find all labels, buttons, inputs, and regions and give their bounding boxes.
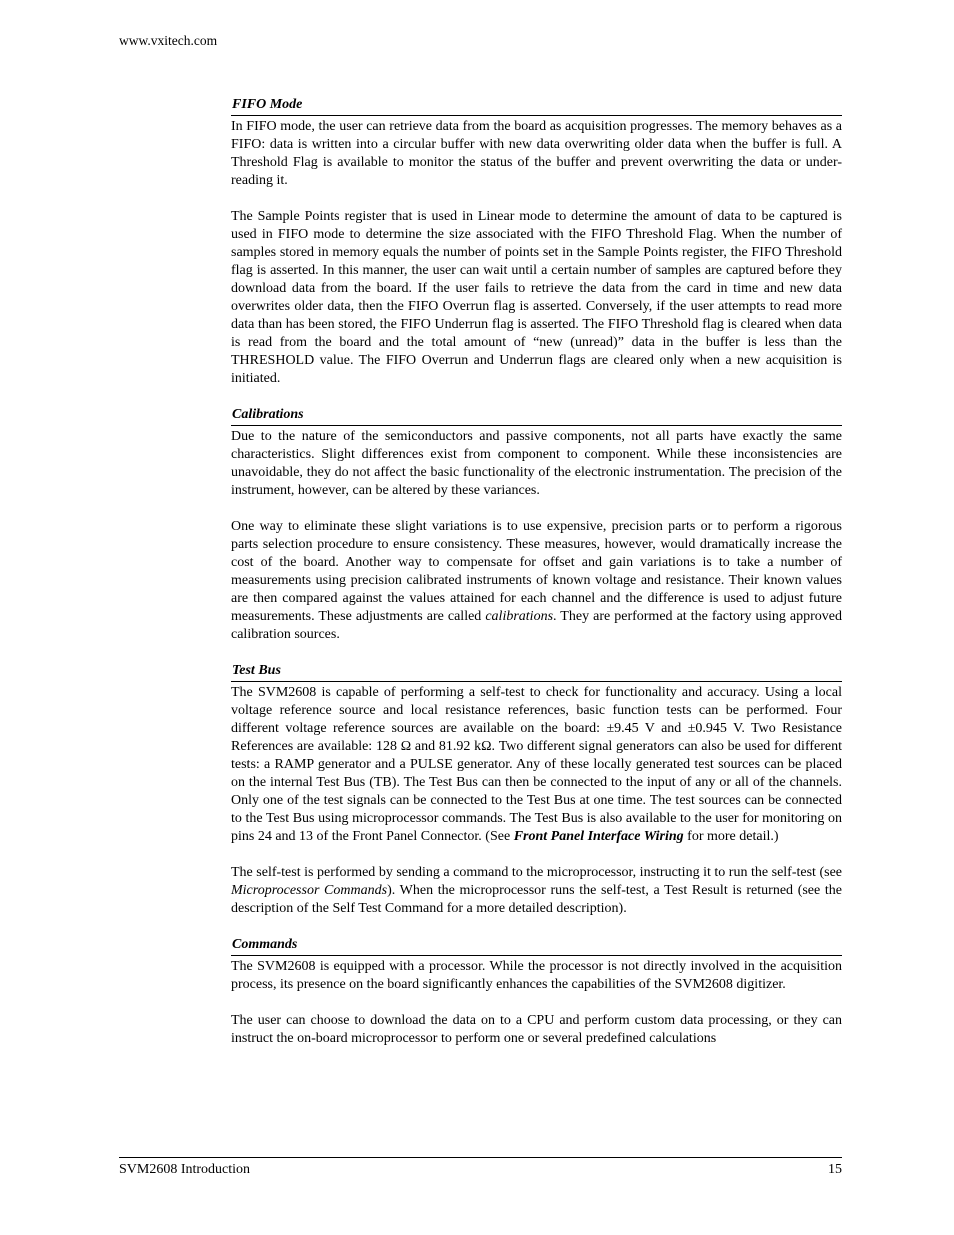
paragraph: The user can choose to download the data on to a CPU and perform custom data processing, or they can instruct the on-board microprocessor to perform one or several predefined calculations (231, 1013, 842, 1046)
paragraph: In FIFO mode, the user can retrieve data from the board as acquisition progresses. The memory behaves as a FIFO: data is written into a circular buffer with new data overwriting older data when the buffer is full. A Threshold Flag is available to monitor the status of the buffer and prevent overwriting the data or under-reading it. (231, 119, 842, 188)
section-title: Calibrations (231, 406, 842, 426)
section-title: FIFO Mode (231, 96, 842, 116)
paragraph: The SVM2608 is equipped with a processor. While the processor is not directly involved in the acquisition process, its presence on the board significantly enhances the capabilities of the SVM2608 digitizer. (231, 959, 842, 992)
footer-doc-title: SVM2608 Introduction (119, 1162, 251, 1177)
paragraph: One way to eliminate these slight variations is to use expensive, precision parts or to perform a rigorous parts selection procedure to ensure consistency. These measures, however, would dramatically increase the cost of the board. Another way to compensate for offset and gain variations is to take a number of measurements using precision calibrated instruments of known voltage and resistance. Their known values are then compared against the values attained for each channel and the difference is used to adjust future measurements. These adjustments are called calibrations. They are performed at the factory using approved calibration sources. (231, 519, 842, 642)
page-number: 15 (828, 1162, 842, 1177)
section-commands (231, 936, 842, 1048)
section-test-bus (231, 662, 842, 918)
page-content (231, 96, 842, 1048)
section-fifo-mode (231, 96, 842, 388)
emphasis-term: calibrations (485, 609, 554, 624)
header-url: www.vxitech.com (119, 33, 218, 48)
cross-reference: Microprocessor Commands (231, 883, 388, 898)
paragraph: The self-test is performed by sending a command to the microprocessor, instructing it to run the self-test (see Microprocessor Commands). When the microprocessor runs the self-test, a Test Result is returned (see the description of the Self Test Command for a more detailed description). (231, 865, 843, 916)
paragraph: The Sample Points register that is used in Linear mode to determine the amount of data to be captured is used in FIFO mode to determine the size associated with the FIFO Threshold Flag. When the number of samples stored in memory equals the number of points set in the Sample Points register, the FIFO Threshold flag is asserted. In this manner, the user can wait until a certain number of samples are captured before they download data from the board. If the user fails to retrieve the data from the card in time and new data overwrites older data, then the FIFO Overrun flag is asserted. Conversely, if the user attempts to read more data than has been stored, the FIFO Underrun flag is asserted. The FIFO Threshold flag is cleared when data is read from the board and the total amount of “new (unread)” data in the buffer is less than the THRESHOLD value. The FIFO Overrun and Underrun flags are cleared only when a new acquisition is initiated. (231, 209, 842, 386)
paragraph: Due to the nature of the semiconductors and passive components, not all parts have exactly the same characteristics. Slight differences exist from component to component. While these inconsistencies are unavoidable, they do not affect the basic functionality of the electronic instrumentation. The precision of the instrument, however, can be altered by these variances. (231, 429, 842, 498)
section-title: Test Bus (231, 662, 842, 682)
cross-reference: Front Panel Interface Wiring (513, 829, 684, 844)
paragraph: The SVM2608 is capable of performing a self-test to check for functionality and accuracy. Using a local voltage reference source and local resistance references, basic function tests can be performed. Four different voltage reference sources are available on the board: ±9.45 V and ±0.945 V. Two Resistance References are available: 128 Ω and 81.92 kΩ. Two different signal generators can also be used for different tests: a RAMP generator and a PULSE generator. Any of these locally generated test sources can be placed on the internal Test Bus (TB). The Test Bus can then be connected to the input of any or all of the channels. Only one of the test signals can be connected to the Test Bus at one time. The test sources can be connected to the Test Bus using microprocessor commands. The Test Bus is also available to the user for monitoring on pins 24 and 13 of the Front Panel Connector. (See Front Panel Interface Wiring for more detail.) (231, 685, 842, 844)
section-title: Commands (231, 936, 842, 956)
page-footer (119, 1157, 842, 1179)
section-calibrations (231, 406, 842, 644)
